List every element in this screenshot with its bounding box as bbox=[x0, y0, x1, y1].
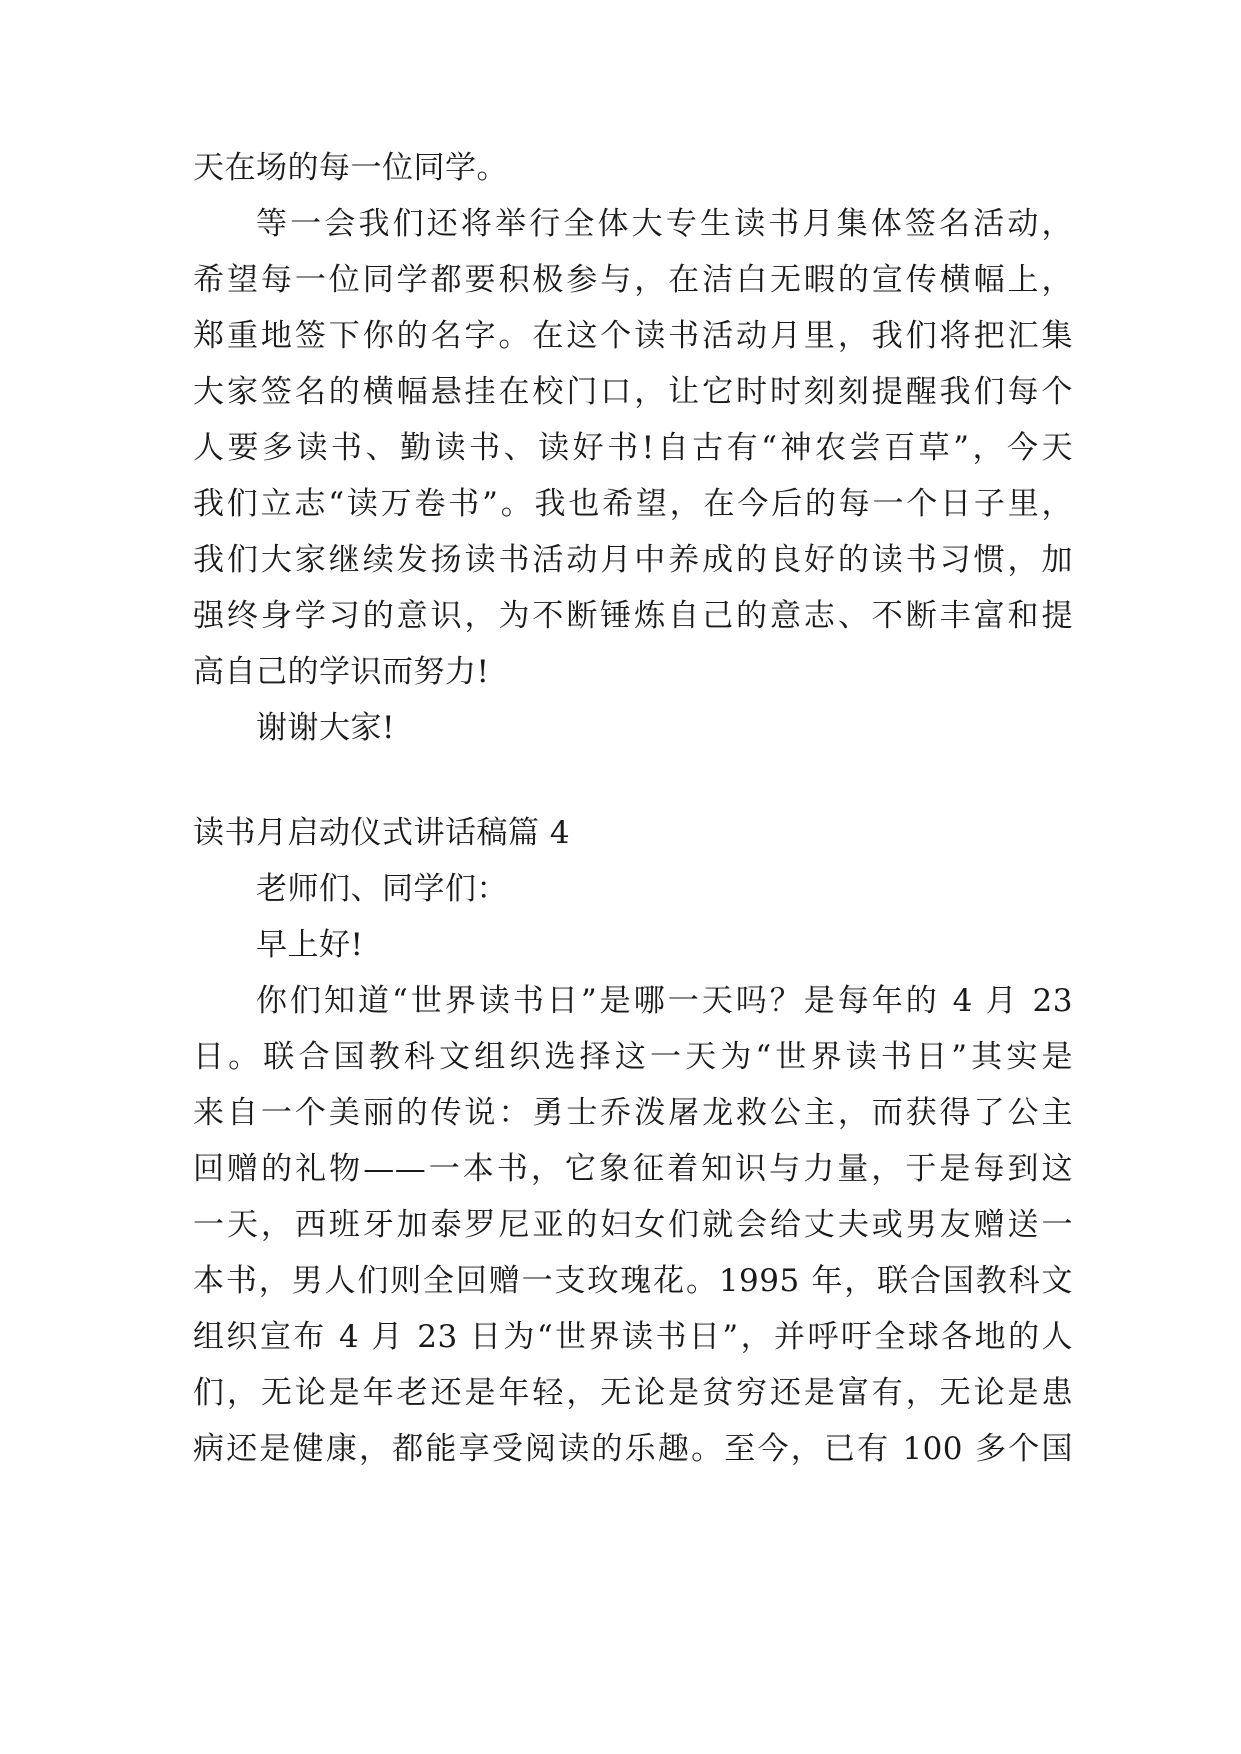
paragraph-line: 组织宣布 4 月 23 日为“世界读书日”，并呼吁全球各地的人 bbox=[193, 1319, 1073, 1355]
paragraph-line: 我们立志“读万卷书”。我也希望，在今后的每一个日子里， bbox=[193, 486, 1073, 522]
paragraph-line: 你们知道“世界读书日”是哪一天吗？是每年的 4 月 23 bbox=[256, 983, 1073, 1019]
greeting-line: 早上好! bbox=[256, 927, 364, 963]
paragraph-line: 病还是健康，都能享受阅读的乐趣。至今，已有 100 多个国 bbox=[193, 1431, 1073, 1467]
paragraph-line: 郑重地签下你的名字。在这个读书活动月里，我们将把汇集 bbox=[193, 318, 1073, 354]
paragraph-line: 日。联合国教科文组织选择这一天为“世界读书日”其实是 bbox=[193, 1039, 1073, 1075]
section-heading: 读书月启动仪式讲话稿篇 4 bbox=[193, 815, 571, 851]
paragraph-line: 本书，男人们则全回赠一支玫瑰花。1995 年，联合国教科文 bbox=[193, 1263, 1073, 1299]
paragraph-line: 大家签名的横幅悬挂在校门口，让它时时刻刻提醒我们每个 bbox=[193, 374, 1073, 410]
paragraph-line: 来自一个美丽的传说：勇士乔泼屠龙救公主，而获得了公主 bbox=[193, 1095, 1073, 1131]
paragraph-line: 我们大家继续发扬读书活动月中养成的良好的读书习惯，加 bbox=[193, 542, 1073, 578]
paragraph-line: 人要多读书、勤读书、读好书!自古有“神农尝百草”，今天 bbox=[193, 430, 1073, 466]
paragraph-line: 等一会我们还将举行全体大专生读书月集体签名活动， bbox=[256, 206, 1073, 242]
salutation-line: 老师们、同学们： bbox=[256, 871, 508, 907]
paragraph-line: 天在场的每一位同学。 bbox=[193, 150, 508, 186]
paragraph-line: 一天，西班牙加泰罗尼亚的妇女们就会给丈夫或男友赠送一 bbox=[193, 1207, 1073, 1243]
paragraph-line: 们，无论是年老还是年轻，无论是贫穷还是富有，无论是患 bbox=[193, 1375, 1073, 1411]
paragraph-line: 强终身学习的意识，为不断锤炼自己的意志、不断丰富和提 bbox=[193, 598, 1073, 634]
paragraph-line: 回赠的礼物——一本书，它象征着知识与力量，于是每到这 bbox=[193, 1151, 1073, 1187]
paragraph-line: 希望每一位同学都要积极参与，在洁白无暇的宣传横幅上， bbox=[193, 262, 1073, 298]
closing-line: 谢谢大家! bbox=[256, 710, 395, 746]
paragraph-line: 高自己的学识而努力! bbox=[193, 654, 490, 690]
